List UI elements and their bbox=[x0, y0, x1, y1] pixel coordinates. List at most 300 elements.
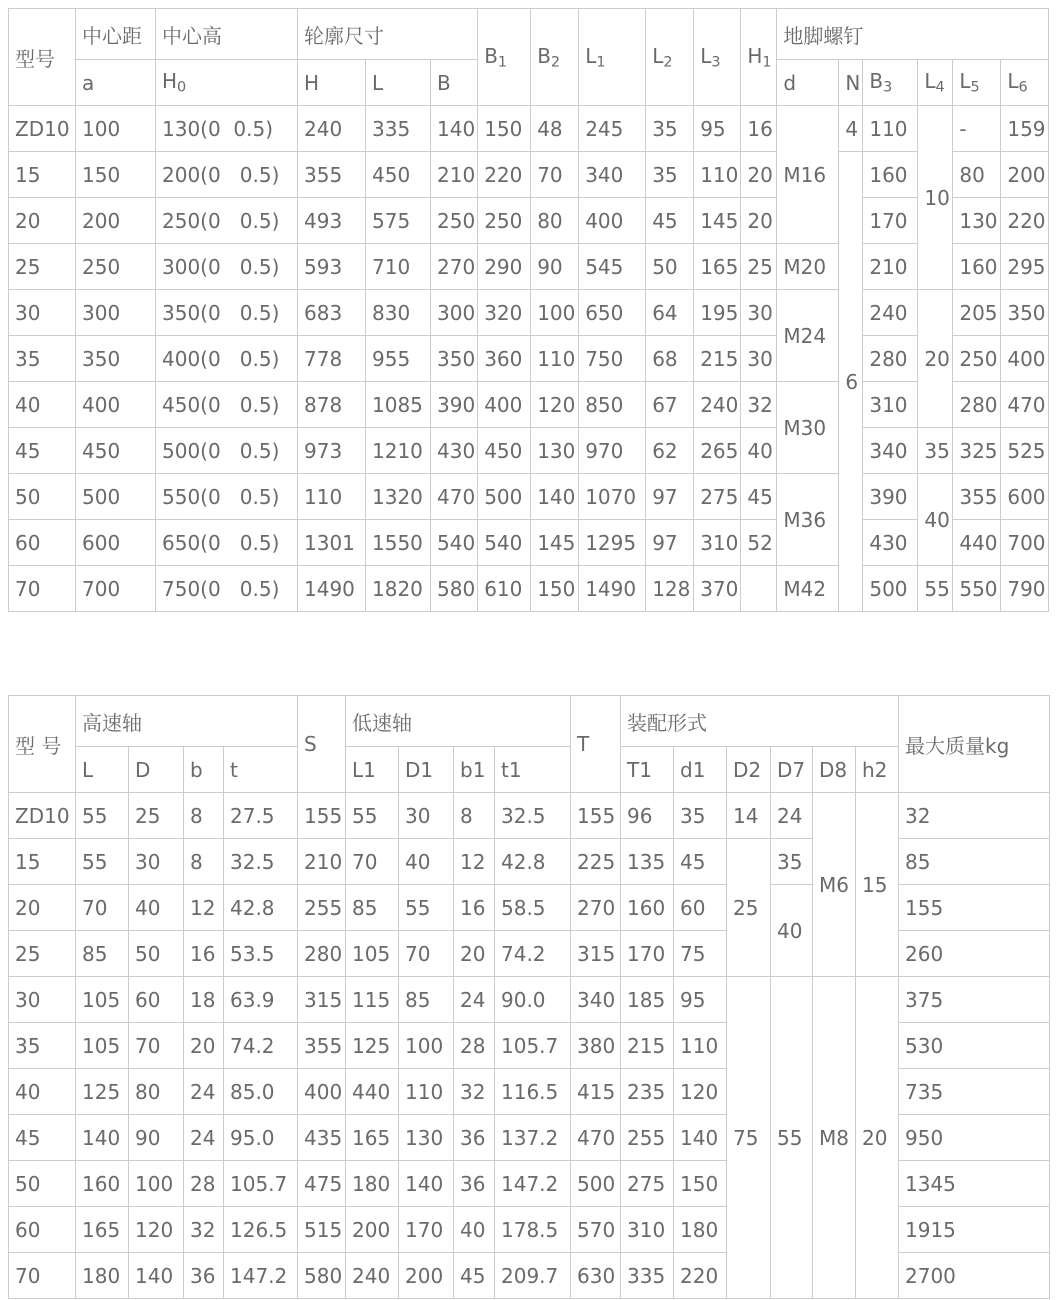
data-cell: 165 bbox=[694, 244, 741, 290]
data-cell: 15 bbox=[9, 152, 76, 198]
data-cell: 180 bbox=[346, 1161, 399, 1207]
data-cell: 220 bbox=[674, 1253, 727, 1299]
subscript: 4 bbox=[935, 79, 945, 96]
data-cell: 32 bbox=[741, 382, 777, 428]
header-cell: b bbox=[184, 747, 224, 793]
data-cell: 250 bbox=[76, 244, 156, 290]
data-cell: 400(0 0.5) bbox=[156, 336, 298, 382]
data-cell: 205 bbox=[953, 290, 1001, 336]
header-cell: N bbox=[839, 60, 863, 106]
data-cell: 550(0 0.5) bbox=[156, 474, 298, 520]
data-cell: M16 bbox=[777, 106, 839, 244]
data-cell: 68 bbox=[646, 336, 694, 382]
data-cell: 315 bbox=[298, 977, 346, 1023]
header-cell: h2 bbox=[856, 747, 899, 793]
data-cell: 2700 bbox=[899, 1253, 1050, 1299]
data-cell: 155 bbox=[298, 793, 346, 839]
table-row bbox=[9, 290, 1049, 336]
header-cell: $B_3$ bbox=[863, 60, 918, 106]
data-cell: 18 bbox=[184, 977, 224, 1023]
data-cell: 24 bbox=[184, 1115, 224, 1161]
data-cell: 300 bbox=[431, 290, 478, 336]
data-cell: 550 bbox=[953, 566, 1001, 612]
data-cell: 58.5 bbox=[495, 885, 571, 931]
subscript: 1 bbox=[596, 54, 606, 71]
data-cell: 35 bbox=[918, 428, 953, 474]
data-cell: 20 bbox=[918, 290, 953, 428]
data-cell: 240 bbox=[863, 290, 918, 336]
data-cell: 630 bbox=[571, 1253, 621, 1299]
data-cell: 335 bbox=[621, 1253, 674, 1299]
table-row bbox=[9, 198, 1049, 244]
data-cell: 200 bbox=[399, 1253, 454, 1299]
data-cell: 147.2 bbox=[495, 1161, 571, 1207]
header-cell: 低速轴 bbox=[346, 696, 571, 747]
data-cell: 25 bbox=[9, 931, 76, 977]
data-cell: 450 bbox=[76, 428, 156, 474]
data-cell: 355 bbox=[953, 474, 1001, 520]
header-cell: 高速轴 bbox=[76, 696, 298, 747]
data-cell: 60 bbox=[9, 520, 76, 566]
data-cell: 315 bbox=[571, 931, 621, 977]
header-cell: $B_2$ bbox=[531, 9, 579, 106]
data-cell: 159 bbox=[1001, 106, 1048, 152]
data-cell: 60 bbox=[9, 1207, 76, 1253]
data-cell: 530 bbox=[899, 1023, 1050, 1069]
data-cell: 120 bbox=[531, 382, 579, 428]
data-cell: 60 bbox=[674, 885, 727, 931]
data-cell: 100 bbox=[76, 106, 156, 152]
data-cell: 350(0 0.5) bbox=[156, 290, 298, 336]
data-cell: 130 bbox=[531, 428, 579, 474]
data-cell: 450 bbox=[366, 152, 431, 198]
header-cell: $L_3$ bbox=[694, 9, 741, 106]
data-cell: 200(0 0.5) bbox=[156, 152, 298, 198]
data-cell: 24 bbox=[454, 977, 495, 1023]
data-cell: 28 bbox=[454, 1023, 495, 1069]
data-cell: 130 bbox=[953, 198, 1001, 244]
data-cell: 55 bbox=[399, 885, 454, 931]
data-cell: 470 bbox=[431, 474, 478, 520]
data-cell: 270 bbox=[571, 885, 621, 931]
data-cell: 610 bbox=[478, 566, 531, 612]
data-cell: 255 bbox=[298, 885, 346, 931]
data-cell: 295 bbox=[1001, 244, 1048, 290]
data-cell: 140 bbox=[674, 1115, 727, 1161]
data-cell: 105.7 bbox=[495, 1023, 571, 1069]
data-cell: 170 bbox=[621, 931, 674, 977]
data-cell: 220 bbox=[478, 152, 531, 198]
data-cell: 32.5 bbox=[495, 793, 571, 839]
data-cell: 830 bbox=[366, 290, 431, 336]
data-cell: 600 bbox=[1001, 474, 1048, 520]
data-cell: 515 bbox=[298, 1207, 346, 1253]
header-cell: L1 bbox=[346, 747, 399, 793]
data-cell: 15 bbox=[9, 839, 76, 885]
table-row bbox=[9, 428, 1049, 474]
data-cell: 85.0 bbox=[224, 1069, 298, 1115]
data-cell: 70 bbox=[399, 931, 454, 977]
data-cell: 95 bbox=[674, 977, 727, 1023]
data-cell: 400 bbox=[298, 1069, 346, 1115]
data-cell: 440 bbox=[346, 1069, 399, 1115]
data-cell: 650(0 0.5) bbox=[156, 520, 298, 566]
data-cell: 110 bbox=[694, 152, 741, 198]
data-cell: 1320 bbox=[366, 474, 431, 520]
data-cell: 147.2 bbox=[224, 1253, 298, 1299]
data-cell: 40 bbox=[771, 885, 813, 977]
data-cell: 70 bbox=[9, 1253, 76, 1299]
data-cell: 97 bbox=[646, 520, 694, 566]
data-cell: 150 bbox=[674, 1161, 727, 1207]
data-cell: 340 bbox=[579, 152, 646, 198]
data-cell: 12 bbox=[454, 839, 495, 885]
data-cell: ZD10 bbox=[9, 106, 76, 152]
data-cell: 55 bbox=[771, 977, 813, 1299]
data-cell: 140 bbox=[531, 474, 579, 520]
data-cell: 110 bbox=[399, 1069, 454, 1115]
data-cell: 240 bbox=[298, 106, 366, 152]
data-cell: 170 bbox=[863, 198, 918, 244]
data-cell: 80 bbox=[953, 152, 1001, 198]
data-cell: 150 bbox=[478, 106, 531, 152]
data-cell: 80 bbox=[129, 1069, 184, 1115]
data-cell: 275 bbox=[694, 474, 741, 520]
data-cell: 970 bbox=[579, 428, 646, 474]
subscript: 0 bbox=[177, 79, 187, 96]
data-cell: 290 bbox=[478, 244, 531, 290]
data-cell: 75 bbox=[727, 977, 771, 1299]
data-cell: 55 bbox=[346, 793, 399, 839]
data-cell: 20 bbox=[454, 931, 495, 977]
data-cell: 150 bbox=[76, 152, 156, 198]
data-cell: 878 bbox=[298, 382, 366, 428]
data-cell: 24 bbox=[771, 793, 813, 839]
data-cell: 370 bbox=[694, 566, 741, 612]
data-cell: 430 bbox=[863, 520, 918, 566]
subscript: 3 bbox=[883, 79, 893, 96]
header-cell: L bbox=[76, 747, 129, 793]
data-cell: 310 bbox=[863, 382, 918, 428]
header-cell: 装配形式 bbox=[621, 696, 899, 747]
data-cell: 80 bbox=[531, 198, 579, 244]
data-cell: 300 bbox=[76, 290, 156, 336]
data-cell: 200 bbox=[76, 198, 156, 244]
data-cell: 70 bbox=[531, 152, 579, 198]
data-cell: 16 bbox=[184, 931, 224, 977]
data-cell: 415 bbox=[571, 1069, 621, 1115]
data-cell: 27.5 bbox=[224, 793, 298, 839]
data-cell: 1070 bbox=[579, 474, 646, 520]
outline-dimensions-table bbox=[8, 8, 1049, 612]
data-cell: 67 bbox=[646, 382, 694, 428]
data-cell: 20 bbox=[856, 977, 899, 1299]
data-cell: 35 bbox=[646, 106, 694, 152]
data-cell: 500 bbox=[863, 566, 918, 612]
data-cell: 64 bbox=[646, 290, 694, 336]
data-cell: 470 bbox=[1001, 382, 1048, 428]
data-cell: 215 bbox=[621, 1023, 674, 1069]
data-cell: 25 bbox=[9, 244, 76, 290]
header-cell: t bbox=[224, 747, 298, 793]
data-cell: 32.5 bbox=[224, 839, 298, 885]
data-cell: 650 bbox=[579, 290, 646, 336]
data-cell: 55 bbox=[76, 839, 129, 885]
data-cell: 16 bbox=[741, 106, 777, 152]
data-cell: 160 bbox=[76, 1161, 129, 1207]
data-cell: 36 bbox=[454, 1161, 495, 1207]
data-cell: 120 bbox=[674, 1069, 727, 1115]
data-cell: 125 bbox=[346, 1023, 399, 1069]
table-row bbox=[9, 244, 1049, 290]
data-cell: 35 bbox=[674, 793, 727, 839]
data-cell: M42 bbox=[777, 566, 839, 612]
data-cell: 710 bbox=[366, 244, 431, 290]
data-cell: 525 bbox=[1001, 428, 1048, 474]
data-cell: 70 bbox=[9, 566, 76, 612]
data-cell: 90 bbox=[129, 1115, 184, 1161]
header-cell: T1 bbox=[621, 747, 674, 793]
data-cell: 493 bbox=[298, 198, 366, 244]
data-cell: 42.8 bbox=[224, 885, 298, 931]
data-cell: 145 bbox=[531, 520, 579, 566]
shaft-and-assembly-table bbox=[8, 695, 1050, 1299]
data-cell: 35 bbox=[9, 336, 76, 382]
header-cell: $L_2$ bbox=[646, 9, 694, 106]
data-cell: 25 bbox=[129, 793, 184, 839]
header-cell: $L_4$ bbox=[918, 60, 953, 106]
data-cell: 70 bbox=[76, 885, 129, 931]
data-cell: 85 bbox=[76, 931, 129, 977]
data-cell: 160 bbox=[863, 152, 918, 198]
data-cell: 45 bbox=[646, 198, 694, 244]
data-cell: 40 bbox=[9, 382, 76, 428]
data-cell: 95 bbox=[694, 106, 741, 152]
data-cell: 180 bbox=[674, 1207, 727, 1253]
data-cell: 74.2 bbox=[224, 1023, 298, 1069]
data-cell: 8 bbox=[184, 793, 224, 839]
data-cell: 50 bbox=[646, 244, 694, 290]
header-cell: t1 bbox=[495, 747, 571, 793]
data-cell: 40 bbox=[454, 1207, 495, 1253]
data-cell: 15 bbox=[856, 793, 899, 977]
data-cell: 310 bbox=[694, 520, 741, 566]
data-cell: 20 bbox=[741, 198, 777, 244]
data-cell: 155 bbox=[899, 885, 1050, 931]
data-cell: 209.7 bbox=[495, 1253, 571, 1299]
data-cell: 85 bbox=[346, 885, 399, 931]
data-cell: M30 bbox=[777, 382, 839, 474]
data-cell: M36 bbox=[777, 474, 839, 566]
data-cell: 30 bbox=[9, 290, 76, 336]
data-cell: 30 bbox=[741, 290, 777, 336]
header-cell: 中心距 bbox=[76, 9, 156, 60]
data-cell: 955 bbox=[366, 336, 431, 382]
data-cell: 350 bbox=[76, 336, 156, 382]
data-cell: 390 bbox=[431, 382, 478, 428]
data-cell: 778 bbox=[298, 336, 366, 382]
table-row bbox=[9, 793, 1050, 839]
data-cell: 700 bbox=[76, 566, 156, 612]
data-cell: 265 bbox=[694, 428, 741, 474]
data-cell: 470 bbox=[571, 1115, 621, 1161]
data-cell: 4 bbox=[839, 106, 863, 152]
data-cell: 570 bbox=[571, 1207, 621, 1253]
table-row bbox=[9, 474, 1049, 520]
header-cell: D7 bbox=[771, 747, 813, 793]
data-cell: 325 bbox=[953, 428, 1001, 474]
data-cell: 250 bbox=[431, 198, 478, 244]
data-cell: 500 bbox=[76, 474, 156, 520]
data-cell: 400 bbox=[478, 382, 531, 428]
header-cell: S bbox=[298, 696, 346, 793]
data-cell: 850 bbox=[579, 382, 646, 428]
header-cell: $L_5$ bbox=[953, 60, 1001, 106]
header-cell: $L_6$ bbox=[1001, 60, 1048, 106]
data-cell: 40 bbox=[129, 885, 184, 931]
data-cell: 45 bbox=[741, 474, 777, 520]
data-cell: 30 bbox=[9, 977, 76, 1023]
data-cell: 355 bbox=[298, 1023, 346, 1069]
data-cell: 235 bbox=[621, 1069, 674, 1115]
data-cell: 450(0 0.5) bbox=[156, 382, 298, 428]
data-cell: 320 bbox=[478, 290, 531, 336]
data-cell: 40 bbox=[741, 428, 777, 474]
header-cell: $B_1$ bbox=[478, 9, 531, 106]
header-cell: $H_1$ bbox=[741, 9, 777, 106]
data-cell: 375 bbox=[899, 977, 1050, 1023]
data-cell: 8 bbox=[454, 793, 495, 839]
data-cell: 50 bbox=[129, 931, 184, 977]
data-cell: 215 bbox=[694, 336, 741, 382]
data-cell: 200 bbox=[1001, 152, 1048, 198]
data-cell: 1301 bbox=[298, 520, 366, 566]
data-cell: 435 bbox=[298, 1115, 346, 1161]
data-cell: 126.5 bbox=[224, 1207, 298, 1253]
data-cell: 30 bbox=[129, 839, 184, 885]
data-cell: 20 bbox=[184, 1023, 224, 1069]
data-cell: 40 bbox=[9, 1069, 76, 1115]
data-cell: 200 bbox=[346, 1207, 399, 1253]
data-cell: 70 bbox=[129, 1023, 184, 1069]
data-cell: 50 bbox=[9, 1161, 76, 1207]
data-cell: 32 bbox=[899, 793, 1050, 839]
data-cell: 45 bbox=[9, 1115, 76, 1161]
data-cell: 310 bbox=[621, 1207, 674, 1253]
data-cell: 220 bbox=[1001, 198, 1048, 244]
data-cell: 140 bbox=[129, 1253, 184, 1299]
subscript: 1 bbox=[497, 54, 508, 71]
data-cell: M8 bbox=[813, 977, 856, 1299]
data-cell: 240 bbox=[694, 382, 741, 428]
data-cell: 125 bbox=[76, 1069, 129, 1115]
data-cell: 973 bbox=[298, 428, 366, 474]
data-cell: 140 bbox=[76, 1115, 129, 1161]
header-row bbox=[9, 747, 1050, 793]
data-cell: 280 bbox=[953, 382, 1001, 428]
data-cell: 500(0 0.5) bbox=[156, 428, 298, 474]
data-cell: 75 bbox=[674, 931, 727, 977]
data-cell: 340 bbox=[863, 428, 918, 474]
data-cell: 270 bbox=[431, 244, 478, 290]
header-cell: 轮廓尺寸 bbox=[298, 9, 478, 60]
data-cell: 35 bbox=[646, 152, 694, 198]
data-cell: 260 bbox=[899, 931, 1050, 977]
header-cell: D2 bbox=[727, 747, 771, 793]
header-row bbox=[9, 696, 1050, 747]
data-cell: 55 bbox=[76, 793, 129, 839]
data-cell: 195 bbox=[694, 290, 741, 336]
table-row bbox=[9, 382, 1049, 428]
data-cell: 225 bbox=[571, 839, 621, 885]
data-cell: 390 bbox=[863, 474, 918, 520]
data-cell: 90.0 bbox=[495, 977, 571, 1023]
data-cell: 300(0 0.5) bbox=[156, 244, 298, 290]
data-cell: 25 bbox=[727, 839, 771, 977]
data-cell: 160 bbox=[953, 244, 1001, 290]
header-cell: 中心高 bbox=[156, 9, 298, 60]
data-cell: 6 bbox=[839, 152, 863, 612]
data-cell: 580 bbox=[431, 566, 478, 612]
data-cell: 380 bbox=[571, 1023, 621, 1069]
data-cell: 35 bbox=[9, 1023, 76, 1069]
header-cell: 最大质量kg bbox=[899, 696, 1050, 793]
data-cell: 400 bbox=[1001, 336, 1048, 382]
table-row bbox=[9, 566, 1049, 612]
data-cell: 50 bbox=[9, 474, 76, 520]
data-cell: 540 bbox=[478, 520, 531, 566]
data-cell: 105 bbox=[76, 977, 129, 1023]
data-cell: 90 bbox=[531, 244, 579, 290]
data-cell: 170 bbox=[399, 1207, 454, 1253]
data-cell: 45 bbox=[454, 1253, 495, 1299]
data-cell: 600 bbox=[76, 520, 156, 566]
data-cell: 400 bbox=[579, 198, 646, 244]
data-cell: 340 bbox=[571, 977, 621, 1023]
data-cell: 1345 bbox=[899, 1161, 1050, 1207]
data-cell: 74.2 bbox=[495, 931, 571, 977]
data-cell: 128 bbox=[646, 566, 694, 612]
header-cell: 型 号 bbox=[9, 696, 76, 793]
data-cell: 180 bbox=[76, 1253, 129, 1299]
header-cell: D1 bbox=[399, 747, 454, 793]
data-cell: 430 bbox=[431, 428, 478, 474]
data-cell: 1490 bbox=[579, 566, 646, 612]
data-cell: 575 bbox=[366, 198, 431, 244]
data-cell: 475 bbox=[298, 1161, 346, 1207]
data-cell: 450 bbox=[478, 428, 531, 474]
data-cell: ZD10 bbox=[9, 793, 76, 839]
header-cell: d1 bbox=[674, 747, 727, 793]
data-cell: 155 bbox=[571, 793, 621, 839]
data-cell: 255 bbox=[621, 1115, 674, 1161]
data-cell: 14 bbox=[727, 793, 771, 839]
table-row bbox=[9, 152, 1049, 198]
data-cell: 28 bbox=[184, 1161, 224, 1207]
subscript: 2 bbox=[550, 54, 561, 71]
data-cell: 25 bbox=[741, 244, 777, 290]
data-cell: 110 bbox=[674, 1023, 727, 1069]
subscript: 6 bbox=[1018, 79, 1028, 96]
data-cell: 85 bbox=[399, 977, 454, 1023]
data-cell: 32 bbox=[454, 1069, 495, 1115]
data-cell: 8 bbox=[184, 839, 224, 885]
data-cell: 700 bbox=[1001, 520, 1048, 566]
data-cell: 16 bbox=[454, 885, 495, 931]
data-cell: M6 bbox=[813, 793, 856, 977]
data-cell: 683 bbox=[298, 290, 366, 336]
header-cell: T bbox=[571, 696, 621, 793]
